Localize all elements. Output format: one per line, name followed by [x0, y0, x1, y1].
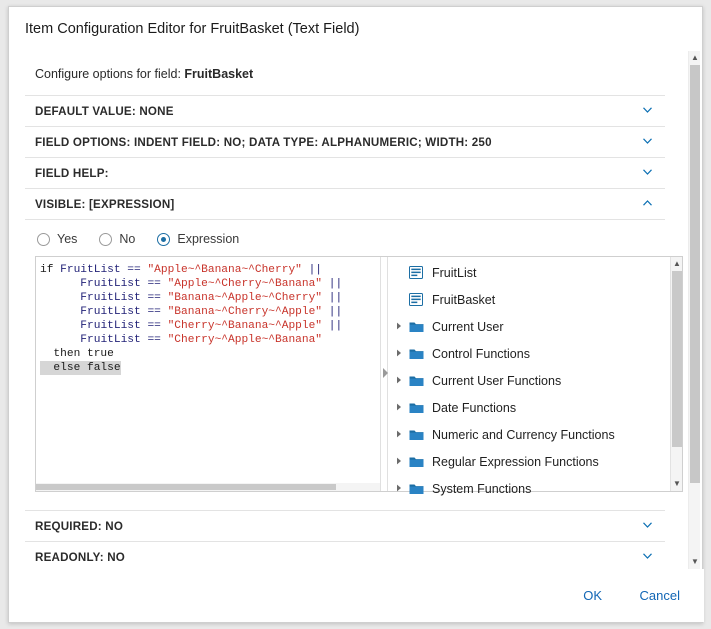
code-token: == — [147, 334, 168, 346]
code-token: == — [147, 278, 168, 290]
section-label-required: REQUIRED: NO — [35, 519, 124, 533]
expression-tree — [388, 259, 682, 502]
code-token: if — [40, 264, 61, 276]
code-horizontal-scrollbar[interactable] — [36, 483, 380, 491]
scroll-down-icon[interactable]: ▼ — [691, 557, 699, 566]
section-field-options[interactable] — [25, 126, 665, 157]
code-token: || — [328, 306, 343, 318]
section-header-field-options[interactable] — [25, 127, 665, 157]
code-token: "Apple~^Cherry~^Banana" — [167, 278, 329, 290]
code-line — [40, 277, 380, 291]
expand-arrow-icon[interactable] — [396, 457, 409, 467]
chevron-down-icon[interactable] — [643, 107, 651, 115]
section-default-value[interactable] — [25, 95, 665, 126]
dialog-title: Item Configuration Editor for FruitBasket (Text Field) — [25, 21, 360, 37]
code-token: == — [127, 264, 148, 276]
section-label-visible: VISIBLE: [EXPRESSION] — [35, 197, 175, 211]
tree-node[interactable] — [388, 340, 682, 367]
code-editor-pane[interactable] — [36, 257, 380, 491]
tree-node-label: FruitList — [432, 265, 477, 280]
chevron-down-icon[interactable] — [643, 553, 651, 561]
folder-icon — [409, 321, 430, 333]
radio-option-yes[interactable] — [37, 232, 77, 246]
dialog-footer — [9, 569, 704, 622]
section-header-default-value[interactable] — [25, 96, 665, 126]
tree-vscroll-thumb[interactable] — [672, 271, 682, 447]
code-token: == — [147, 320, 168, 332]
radio-expression-indicator[interactable] — [157, 233, 170, 246]
code-token: then true — [40, 348, 114, 360]
tree-node-label: FruitBasket — [432, 292, 496, 307]
code-token: || — [328, 292, 343, 304]
code-token: FruitList — [80, 292, 148, 304]
editor-splitter[interactable] — [380, 257, 388, 491]
code-token: "Banana~^Cherry~^Apple" — [167, 306, 329, 318]
code-token: "Apple~^Banana~^Cherry" — [147, 264, 309, 276]
folder-icon — [409, 483, 430, 495]
expand-arrow-icon[interactable] — [396, 484, 409, 494]
field-icon — [409, 266, 430, 279]
radio-expression-label: Expression — [177, 232, 240, 246]
section-header-field-help[interactable] — [25, 158, 665, 188]
radio-no-indicator[interactable] — [99, 233, 112, 246]
tree-node[interactable] — [388, 313, 682, 340]
section-label-default-value: DEFAULT VALUE: NONE — [35, 104, 174, 118]
chevron-up-icon[interactable] — [643, 200, 651, 208]
section-header-readonly[interactable] — [25, 542, 665, 572]
section-label-field-help: FIELD HELP: — [35, 166, 109, 180]
dialog-body — [9, 51, 704, 571]
expand-arrow-icon[interactable] — [396, 403, 409, 413]
tree-node[interactable] — [388, 367, 682, 394]
section-visible[interactable] — [25, 188, 665, 219]
code-text[interactable] — [36, 257, 380, 375]
folder-icon — [409, 429, 430, 441]
field-icon — [409, 293, 430, 306]
folder-icon — [409, 348, 430, 360]
code-token: == — [147, 306, 168, 318]
code-line — [40, 263, 380, 277]
expand-arrow-icon[interactable] — [396, 430, 409, 440]
tree-node[interactable] — [388, 286, 682, 313]
tree-node-label: System Functions — [432, 481, 532, 496]
tree-node[interactable] — [388, 448, 682, 475]
code-token: || — [308, 264, 323, 276]
section-required[interactable] — [25, 510, 665, 541]
code-token: "Cherry~^Banana~^Apple" — [167, 320, 329, 332]
expression-tree-pane — [388, 257, 682, 496]
code-token: FruitList — [80, 320, 148, 332]
section-readonly[interactable] — [25, 541, 665, 572]
section-field-help[interactable] — [25, 157, 665, 188]
configure-prefix: Configure options for field: — [35, 67, 181, 81]
radio-yes-label: Yes — [57, 232, 78, 246]
code-token: FruitList — [80, 306, 148, 318]
tree-node-label: Current User Functions — [432, 373, 562, 388]
radio-option-expression[interactable] — [157, 232, 239, 246]
ok-button[interactable]: OK — [583, 588, 602, 603]
tree-vertical-scrollbar[interactable] — [670, 257, 682, 491]
section-header-visible[interactable] — [25, 189, 665, 219]
code-line — [40, 319, 380, 333]
tree-node[interactable] — [388, 259, 682, 286]
tree-node[interactable] — [388, 394, 682, 421]
folder-icon — [409, 375, 430, 387]
tree-node-label: Regular Expression Functions — [432, 454, 599, 469]
code-token: || — [328, 320, 343, 332]
code-line — [40, 305, 380, 319]
configure-field-name: FruitBasket — [184, 67, 254, 81]
code-token: FruitList — [60, 264, 128, 276]
section-label-field-options: FIELD OPTIONS: INDENT FIELD: NO; DATA TYPE: ALPHANUMERIC; WIDTH: 250 — [35, 135, 492, 149]
code-line — [40, 361, 380, 375]
tree-node[interactable] — [388, 421, 682, 448]
code-line — [40, 291, 380, 305]
radio-yes-indicator[interactable] — [37, 233, 50, 246]
scroll-up-icon[interactable]: ▲ — [691, 53, 699, 62]
folder-icon — [409, 402, 430, 414]
radio-no-label: No — [119, 232, 136, 246]
code-token: == — [147, 292, 168, 304]
expand-arrow-icon[interactable] — [396, 322, 409, 332]
section-header-required[interactable] — [25, 511, 665, 541]
code-token: "Banana~^Apple~^Cherry" — [167, 292, 329, 304]
chevron-down-icon[interactable] — [643, 138, 651, 146]
cancel-button[interactable]: Cancel — [639, 588, 680, 603]
scroll-down-icon[interactable]: ▼ — [673, 479, 681, 488]
expand-arrow-icon[interactable] — [396, 349, 409, 359]
configure-field-line — [25, 51, 665, 95]
code-token: "Cherry~^Apple~^Banana" — [167, 334, 323, 346]
dialog-vertical-scrollbar[interactable] — [688, 51, 700, 569]
code-token: else false — [40, 362, 121, 374]
code-token: || — [328, 278, 343, 290]
folder-icon — [409, 456, 430, 468]
expand-arrow-icon[interactable] — [396, 376, 409, 386]
code-hscroll-thumb[interactable] — [36, 484, 336, 490]
code-token: FruitList — [80, 278, 148, 290]
code-line — [40, 333, 380, 347]
tree-node-label: Current User — [432, 319, 504, 334]
tree-node-label: Control Functions — [432, 346, 530, 361]
radio-option-no[interactable] — [99, 232, 135, 246]
chevron-down-icon[interactable] — [643, 169, 651, 177]
tree-node[interactable] — [388, 475, 682, 502]
section-label-readonly: READONLY: NO — [35, 550, 126, 564]
item-configuration-dialog — [8, 6, 703, 623]
visible-radio-group — [25, 228, 665, 256]
expression-editor — [35, 256, 683, 496]
tree-node-label: Numeric and Currency Functions — [432, 427, 615, 442]
visible-expression-panel — [25, 219, 681, 496]
tree-node-label: Date Functions — [432, 400, 517, 415]
code-token: FruitList — [80, 334, 148, 346]
dialog-vscroll-thumb[interactable] — [690, 65, 700, 483]
scroll-up-icon[interactable]: ▲ — [673, 259, 681, 268]
chevron-down-icon[interactable] — [643, 522, 651, 530]
code-line — [40, 347, 380, 361]
